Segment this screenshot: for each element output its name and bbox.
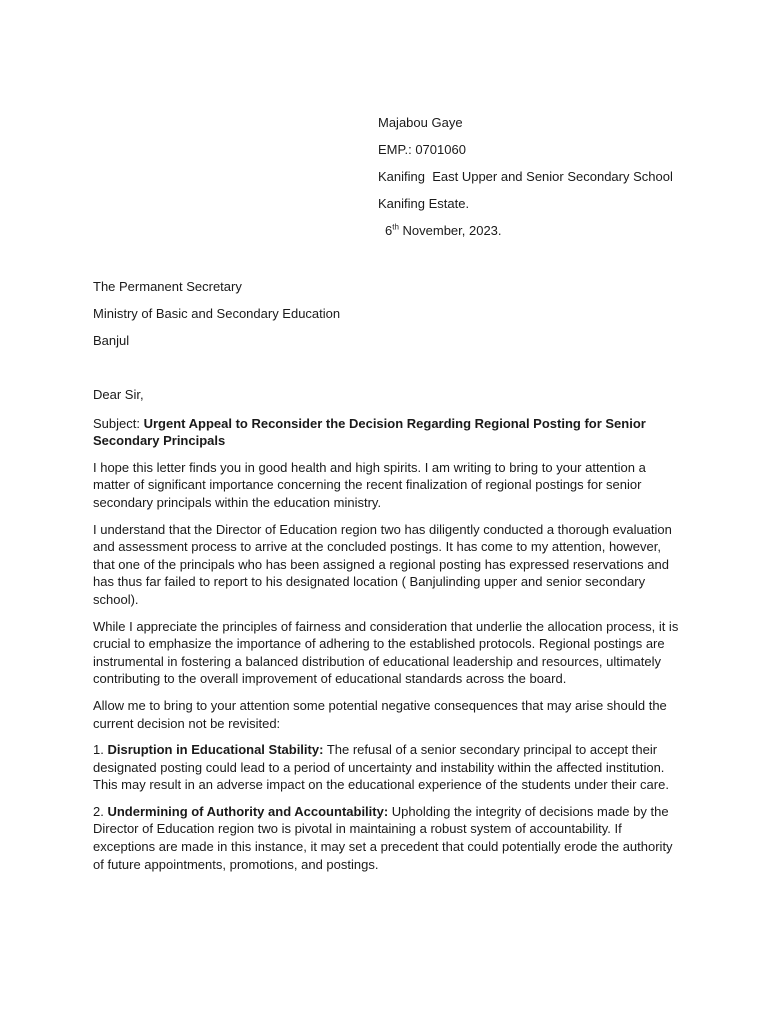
paragraph-evaluation: I understand that the Director of Education region two has diligently conducted a thorough evaluation and assessment process to arrive at the concluded postings. It has come to my attention, however, that one of the principals who has been assigned a regional posting has expressed reservations and has thus far failed to report to his designated location ( Banjulinding upper and senior secondary school).	[93, 521, 672, 607]
date-rest: November, 2023.	[398, 223, 502, 238]
sender-school: Kanifing East Upper and Senior Secondary School	[378, 169, 673, 184]
sender-address: Kanifing Estate.	[378, 196, 470, 211]
point-text: Upholding the integrity of decisions made by the Director of Education region two is pivotal in maintaining a robust system of accountability. If exceptions are made in this instance, it may set a precedent that could potentially erode the authority of future appointments, promotions, and postings.	[93, 803, 673, 872]
point-text: The refusal of a senior secondary principal to accept their designated posting could lead to a period of uncertainty and instability within the affected institution. This may result in an adverse impact on the educational experience of the students under their care.	[93, 742, 669, 793]
recipient-title: The Permanent Secretary	[93, 279, 242, 294]
paragraph-principles: While I appreciate the principles of fairness and consideration that underlie the allocation process, it is crucial to emphasize the importance of adhering to the established protocols. Regional postings are instrumental in fostering a balanced distribution of educational leadership and resources, ultimately contributing to the overall improvement of educational standards across the board.	[93, 618, 679, 687]
recipient-city: Banjul	[93, 333, 130, 348]
subject-text: Urgent Appeal to Reconsider the Decision Regarding Regional Posting for Senior Secondary Principals	[93, 415, 646, 449]
point-title: Undermining of Authority and Accountability:	[107, 803, 389, 819]
point-authority	[93, 803, 683, 873]
point-disruption	[93, 741, 683, 794]
sender-emp-number: EMP.: 0701060	[378, 142, 466, 157]
subject-line	[93, 415, 683, 450]
subject-label: Subject:	[93, 415, 144, 431]
point-title: Disruption in Educational Stability:	[107, 742, 324, 758]
sender-block	[378, 113, 748, 248]
salutation: Dear Sir,	[93, 387, 144, 402]
sender-name: Majabou Gaye	[378, 115, 463, 130]
date-suffix: th	[392, 222, 399, 232]
point-number: 1.	[93, 742, 108, 758]
paragraph-consequences-intro: Allow me to bring to your attention some potential negative consequences that may arise should the current decision not be revisited:	[93, 697, 667, 731]
date-day: 6	[385, 223, 393, 238]
recipient-ministry: Ministry of Basic and Secondary Education	[93, 306, 341, 321]
recipient-block	[93, 277, 693, 358]
letter-date	[378, 221, 748, 241]
paragraph-intro: I hope this letter finds you in good health and high spirits. I am writing to bring to your attention a matter of significant importance concerning the recent finalization of regional postings for senior secondary principals within the education ministry.	[93, 459, 646, 510]
point-number: 2.	[93, 803, 108, 819]
letter-body	[93, 386, 683, 882]
